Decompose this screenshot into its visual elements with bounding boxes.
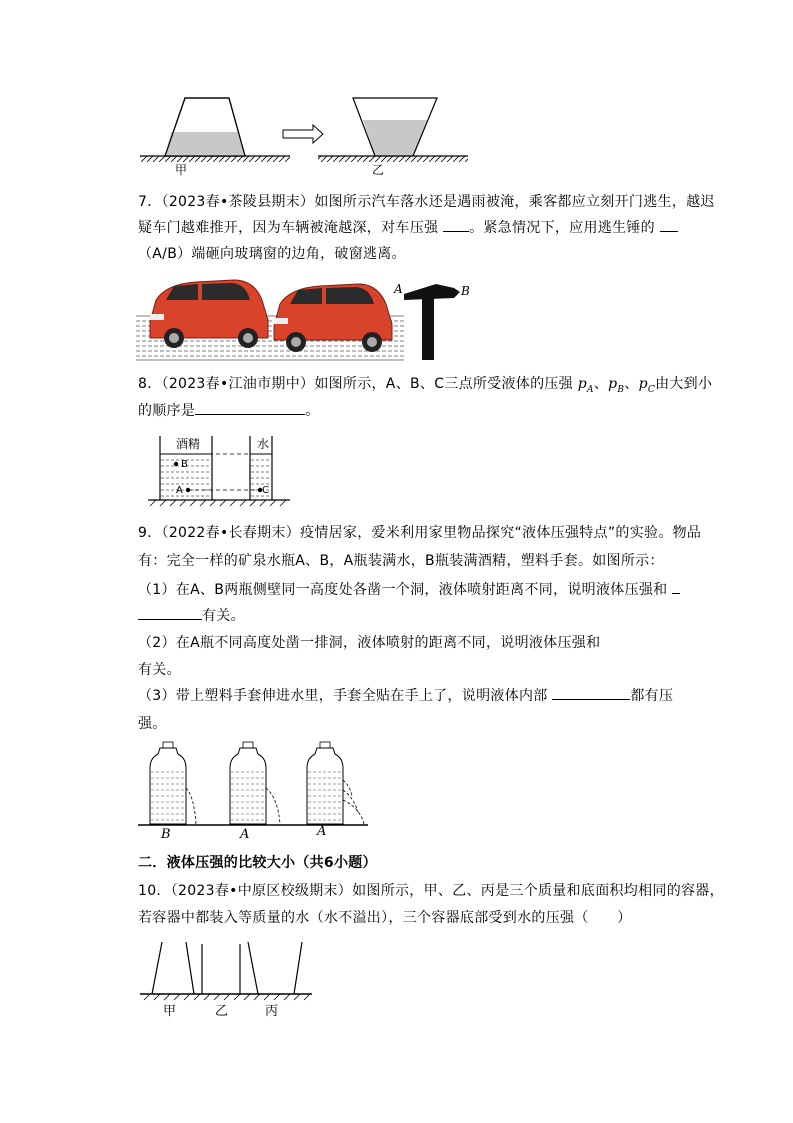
bottle-label-b: B: [161, 827, 171, 842]
q9-sub1: （1）在A、B两瓶侧壁同一高度处各凿一个洞，液体喷射距离不同，说明液体压强和: [138, 580, 680, 600]
q8-blank[interactable]: [195, 401, 305, 415]
q9-blank-1[interactable]: [138, 606, 202, 620]
bottles-figure: [138, 740, 370, 828]
label-alcohol: 酒精: [176, 437, 201, 451]
section-2-title: 二．液体压强的比较大小（共6小题）: [138, 855, 377, 871]
bottle-label-a2: A: [317, 824, 327, 839]
q9-sub1-cont: 有关。: [138, 606, 245, 626]
bottle-label-a1: A: [240, 827, 250, 842]
q8-line2: 的顺序是 。: [138, 403, 320, 419]
containers-diagram: [135, 90, 475, 165]
alcohol-water-figure: [148, 432, 298, 508]
car-water-figure: [136, 270, 486, 365]
q7-line2: 疑车门越难推开，因为车辆被淹越深，对车压强 。紧急情况下，应用逃生锤的: [138, 218, 678, 238]
escape-hammer: [404, 284, 460, 360]
q9-blank-1a[interactable]: [672, 580, 680, 594]
label-water: 水: [257, 437, 270, 451]
bottle-a2: [307, 742, 364, 824]
label-point-b: B: [181, 459, 188, 470]
q7-line3: （A/B）端砸向玻璃窗的边角，破窗逃离。: [138, 246, 406, 262]
hammer-label-a: A: [394, 282, 403, 296]
q9-blank-3[interactable]: [552, 686, 630, 700]
q9-sub2-cont: 有关。: [138, 662, 181, 678]
q10-line2: 若容器中都装入等质量的水（水不溢出），三个容器底部受到水的压强（ ）: [138, 910, 632, 926]
three-containers-figure: [140, 940, 315, 1010]
q9-sub3: （3）带上塑料手套伸进水里，手套全贴在手上了，说明液体内部 都有压: [138, 688, 674, 704]
q10-line1: 10．（2023春•中原区校级期末）如图所示，甲、乙、丙是三个质量和底面积均相同的容器，: [138, 883, 724, 899]
q7-line1: 7．（2023春•茶陵县期末）如图所示汽车落水还是遇雨被淹，乘客都应立刻开门逃生，越迟: [138, 194, 715, 210]
hammer-label-b: B: [461, 284, 470, 298]
label-container-jia: 甲: [163, 1004, 177, 1019]
bottle-a1: [230, 742, 280, 824]
label-yi: 乙: [372, 163, 385, 177]
car-1: [150, 280, 268, 348]
q8-line1: 8．（2023春•江油市期中）如图所示，A、B、C三点所受液体的压强 $p_A$、$p_B$、$p_C$由大到小: [138, 376, 713, 395]
q9-sub2: （2）在A瓶不同高度处凿一排洞，液体喷射的距离不同，说明液体压强和: [138, 635, 601, 651]
q9-line1: 9．（2022春•长春期末）疫情居家，爱米利用家里物品探究“液体压强特点”的实验。物品: [138, 525, 702, 541]
label-container-yi: 乙: [215, 1004, 229, 1019]
label-jia: 甲: [175, 163, 188, 177]
q7-blank-1[interactable]: [443, 218, 469, 232]
q9-line2: 有：完全一样的矿泉水瓶A、B，A瓶装满水，B瓶装满酒精，塑料手套。如图所示：: [138, 553, 664, 569]
label-point-c: C: [262, 485, 269, 496]
label-container-bing: 丙: [265, 1004, 279, 1019]
label-point-a: A: [176, 485, 183, 496]
bottle-b: [150, 742, 196, 824]
q9-sub3-cont: 强。: [138, 716, 167, 732]
q7-blank-2[interactable]: [660, 218, 678, 232]
